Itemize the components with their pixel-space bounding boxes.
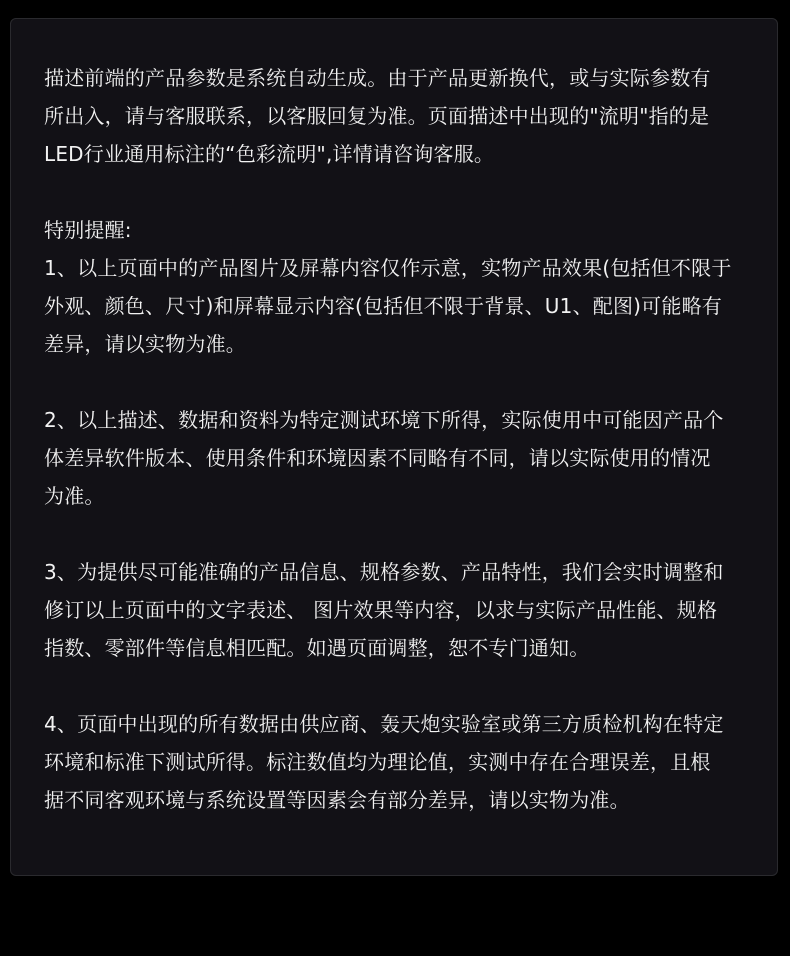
spacer <box>44 667 759 705</box>
reminder-item-1 <box>44 249 759 363</box>
reminder-line: 为准。 <box>44 484 105 508</box>
spacer <box>44 515 759 553</box>
reminder-line: 4、页面中出现的所有数据由供应商、轰天炮实验室或第三方质检机构在特定 <box>44 712 724 736</box>
spacer <box>44 363 759 401</box>
intro-paragraph <box>44 59 759 173</box>
reminder-line: 2、以上描述、数据和资料为特定测试环境下所得，实际使用中可能因产品个 <box>44 408 724 432</box>
reminder-line: 环境和标准下测试所得。标注数值均为理论值，实测中存在合理误差，且根 <box>44 750 711 774</box>
intro-line: 所出入，请与客服联系，以客服回复为准。页面描述中出现的"流明"指的是 <box>44 104 710 128</box>
reminder-line: 修订以上页面中的文字表述、 图片效果等内容，以求与实际产品性能、规格 <box>44 598 718 622</box>
intro-line: LED行业通用标注的“色彩流明",详情请咨询客服。 <box>44 142 495 166</box>
reminder-line: 3、为提供尽可能准确的产品信息、规格参数、产品特性，我们会实时调整和 <box>44 560 724 584</box>
reminder-line: 外观、颜色、尺寸)和屏幕显示内容(包括但不限于背景、U1、配图)可能略有 <box>44 294 722 318</box>
reminder-heading: 特别提醒: <box>44 218 132 242</box>
reminder-line: 体差异软件版本、使用条件和环境因素不同略有不同，请以实际使用的情况 <box>44 446 711 470</box>
reminder-line: 差异，请以实物为准。 <box>44 332 246 356</box>
intro-line: 描述前端的产品参数是系统自动生成。由于产品更新换代，或与实际参数有 <box>44 66 711 90</box>
disclaimer-text <box>44 59 759 819</box>
reminder-line: 据不同客观环境与系统设置等因素会有部分差异，请以实物为准。 <box>44 788 630 812</box>
disclaimer-card <box>10 18 778 876</box>
reminder-item-4 <box>44 705 759 819</box>
reminder-line: 1、以上页面中的产品图片及屏幕内容仅作示意，实物产品效果(包括但不限于 <box>44 256 732 280</box>
reminder-item-3 <box>44 553 759 667</box>
spacer <box>44 173 759 211</box>
reminder-item-2 <box>44 401 759 515</box>
reminder-line: 指数、零部件等信息相匹配。如遇页面调整，恕不专门通知。 <box>44 636 590 660</box>
